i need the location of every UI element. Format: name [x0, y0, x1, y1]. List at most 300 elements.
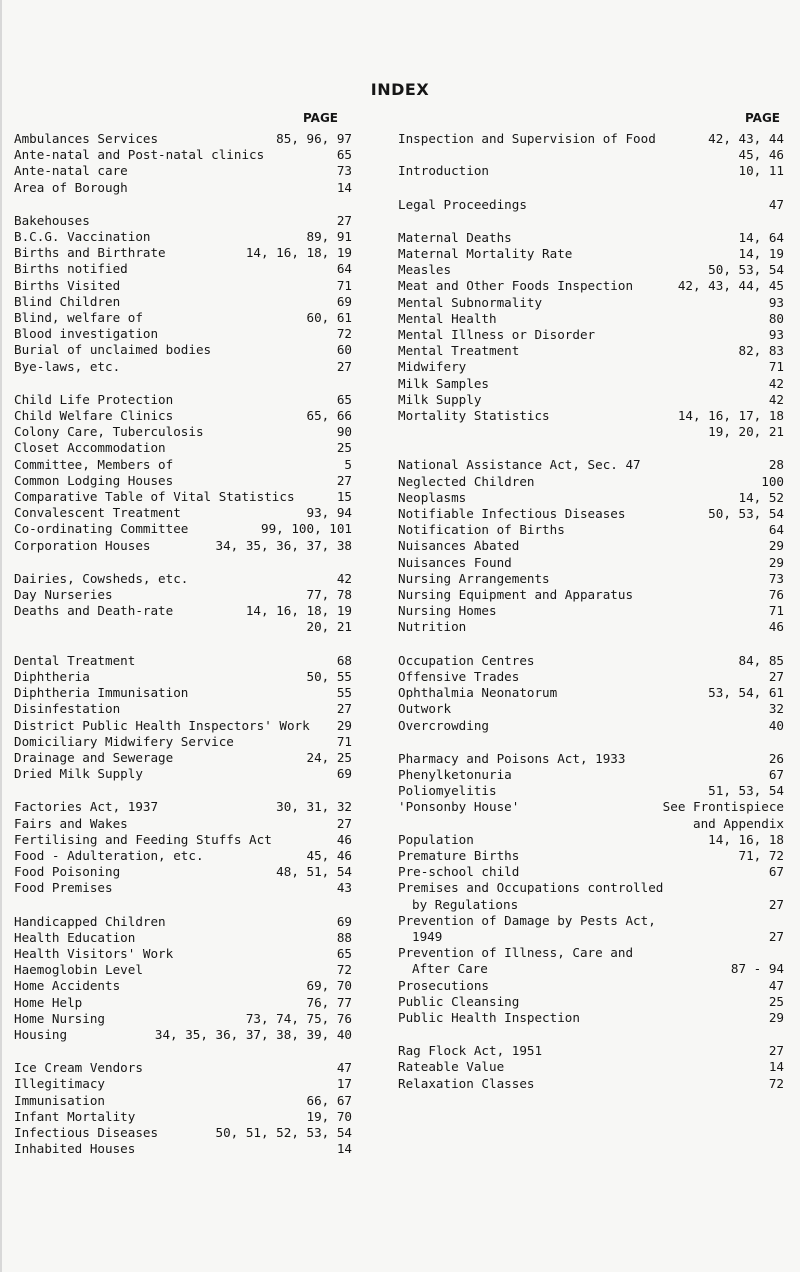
index-entry — [398, 538, 784, 554]
entry-pages: 73, 74, 75, 76 — [245, 1010, 352, 1026]
entry-label: Home Accidents — [14, 978, 121, 994]
entry-label: Mental Health — [398, 310, 497, 326]
entry-pages: 84, 85 — [738, 652, 784, 668]
entry-pages-continued: 45, 46 — [738, 147, 784, 163]
index-entry — [398, 1010, 784, 1026]
index-entry — [398, 490, 784, 506]
index-group — [14, 392, 352, 554]
entry-pages: 60 — [336, 342, 352, 358]
index-entry — [398, 880, 784, 896]
entry-label: Ophthalmia Neonatorum — [398, 685, 558, 701]
entry-label: Occupation Centres — [398, 652, 535, 668]
index-entry — [398, 1059, 784, 1075]
entry-pages: 28 — [768, 457, 784, 473]
entry-pages: 14 — [336, 179, 352, 195]
entry-pages — [778, 945, 784, 961]
index-entry — [14, 864, 352, 880]
index-entry — [398, 603, 784, 619]
index-entry — [14, 261, 352, 277]
entry-label: Blood investigation — [14, 326, 159, 342]
entry-pages: 27 — [336, 212, 352, 228]
page-heading-left: PAGE — [302, 111, 338, 125]
index-entry — [398, 555, 784, 571]
entry-label: Handicapped Children — [14, 913, 166, 929]
index-entry — [398, 163, 784, 179]
entry-label: District Public Health Inspectors' Work — [14, 717, 310, 733]
entry-pages: 53, 54, 61 — [708, 685, 784, 701]
entry-pages: 29 — [768, 1009, 784, 1025]
index-entry — [14, 538, 352, 554]
index-entry — [398, 929, 784, 945]
index-entry — [398, 230, 784, 246]
left-entry-groups — [14, 131, 352, 1157]
index-entry — [398, 961, 784, 977]
entry-label: Maternal Mortality Rate — [398, 246, 573, 262]
entry-label: Relaxation Classes — [398, 1075, 535, 1091]
entry-pages: 48, 51, 54 — [276, 864, 352, 880]
entry-label: Pharmacy and Poisons Act, 1933 — [398, 750, 626, 766]
entry-pages: 42 — [768, 375, 784, 391]
index-entry — [14, 294, 352, 310]
entry-pages: 47 — [336, 1060, 352, 1076]
entry-label: Notifiable Infectious Diseases — [398, 506, 626, 522]
index-entry — [14, 342, 352, 358]
entry-label: Rateable Value — [398, 1059, 505, 1075]
index-entry — [14, 457, 352, 473]
index-entry — [14, 1093, 352, 1109]
entry-pages: 71, 72 — [738, 847, 784, 863]
index-entry — [14, 424, 352, 440]
entry-label: Midwifery — [398, 359, 467, 375]
entry-pages: 71 — [768, 359, 784, 375]
index-entry — [14, 1060, 352, 1076]
entry-pages: 42 — [768, 391, 784, 407]
entry-label: Food Poisoning — [14, 864, 121, 880]
entry-label: Inhabited Houses — [14, 1141, 136, 1157]
entry-label: Rag Flock Act, 1951 — [398, 1043, 543, 1059]
index-entry — [398, 994, 784, 1010]
index-entry — [14, 131, 352, 147]
index-entry — [398, 392, 784, 408]
index-entry — [398, 1043, 784, 1059]
index-entry — [398, 751, 784, 767]
page-heading-right: PAGE — [744, 111, 780, 125]
index-entry — [14, 326, 352, 342]
entry-pages: 88 — [336, 929, 352, 945]
entry-pages: 19, 70 — [306, 1108, 352, 1124]
entry-label: Offensive Trades — [398, 668, 520, 684]
entry-label: Home Nursing — [14, 1010, 105, 1026]
entry-pages: 10, 11 — [738, 163, 784, 179]
entry-label: Poliomyelitis — [398, 783, 497, 799]
entry-pages: 27 — [336, 701, 352, 717]
index-entry — [398, 783, 784, 799]
entry-pages: 15 — [336, 489, 352, 505]
entry-label: Deaths and Death-rate — [14, 603, 174, 619]
entry-label: Prevention of Damage by Pests Act, — [398, 912, 656, 928]
entry-label: Child Life Protection — [14, 391, 174, 407]
index-entry — [398, 913, 784, 929]
index-entry — [14, 669, 352, 685]
entry-label: Drainage and Sewerage — [14, 749, 174, 765]
index-entry — [398, 197, 784, 213]
index-entry — [398, 343, 784, 359]
entry-label: Diphtheria Immunisation — [14, 685, 189, 701]
entry-pages: 29 — [336, 717, 352, 733]
entry-label: Committee, Members of — [14, 456, 174, 472]
entry-pages: 72 — [768, 1075, 784, 1091]
entry-label: Colony Care, Tuberculosis — [14, 424, 204, 440]
index-group — [398, 131, 784, 180]
entry-pages: 89, 91 — [306, 229, 352, 245]
index-group — [14, 653, 352, 783]
entry-label: Introduction — [398, 163, 489, 179]
entry-pages: 27 — [768, 668, 784, 684]
entry-pages: 73 — [336, 163, 352, 179]
entry-label: Births and Birthrate — [14, 245, 166, 261]
index-entry — [14, 310, 352, 326]
index-entry — [398, 864, 784, 880]
index-entry — [398, 685, 784, 701]
entry-pages: 77, 78 — [306, 587, 352, 603]
entry-label: Closet Accommodation — [14, 440, 166, 456]
entry-label: Nutrition — [398, 619, 467, 635]
entry-pages: 42 — [336, 570, 352, 586]
entry-label: Illegitimacy — [14, 1076, 105, 1092]
index-entry — [398, 587, 784, 603]
entry-pages: 27 — [336, 815, 352, 831]
entry-pages: 72 — [336, 326, 352, 342]
entry-label: Ice Cream Vendors — [14, 1060, 143, 1076]
entry-label: Co-ordinating Committee — [14, 521, 189, 537]
entry-label: Blind Children — [14, 293, 121, 309]
entry-label: Health Education — [14, 929, 136, 945]
entry-label: Public Health Inspection — [398, 1009, 580, 1025]
entry-label: Day Nurseries — [14, 587, 113, 603]
index-entry — [14, 587, 352, 603]
entry-pages: 87 - 94 — [730, 961, 784, 977]
index-group — [14, 799, 352, 896]
entry-pages: 90 — [336, 424, 352, 440]
index-group — [398, 751, 784, 1026]
entry-pages: 14 — [768, 1059, 784, 1075]
entry-label: Pre-school child — [398, 864, 520, 880]
entry-pages: 46 — [336, 831, 352, 847]
entry-pages: 55 — [336, 685, 352, 701]
entry-pages: 71 — [768, 603, 784, 619]
index-entry — [14, 147, 352, 163]
index-entry — [398, 571, 784, 587]
entry-label: Ante-natal care — [14, 163, 128, 179]
entry-label: Disinfestation — [14, 701, 121, 717]
index-entry — [398, 246, 784, 262]
entry-label: Dental Treatment — [14, 652, 136, 668]
index-group — [14, 131, 352, 196]
index-entry — [14, 995, 352, 1011]
entry-pages: 42, 43, 44 — [708, 131, 784, 146]
index-column-left — [14, 110, 352, 1174]
entry-pages: 93 — [768, 327, 784, 343]
index-entry — [398, 1076, 784, 1092]
index-entry — [14, 440, 352, 456]
entry-pages: 65, 66 — [306, 408, 352, 424]
index-group — [398, 457, 784, 635]
entry-pages-continued: 20, 21 — [306, 619, 352, 635]
entry-pages: 14 — [336, 1141, 352, 1157]
index-group — [398, 197, 784, 213]
entry-label: Milk Supply — [398, 391, 482, 407]
entry-pages: 47 — [768, 977, 784, 993]
right-entry-groups — [398, 131, 784, 1092]
index-entry — [398, 978, 784, 994]
entry-pages: 40 — [768, 717, 784, 733]
entry-label: Mental Treatment — [398, 343, 520, 359]
entry-label: Food - Adulteration, etc. — [14, 847, 204, 863]
entry-label: Ambulances Services — [14, 131, 159, 146]
index-group — [398, 230, 784, 441]
entry-pages: 93, 94 — [306, 505, 352, 521]
entry-label: Fertilising and Feeding Stuffs Act — [14, 831, 272, 847]
entry-label: by Regulations — [412, 896, 519, 912]
entry-pages: 69 — [336, 293, 352, 309]
index-entry — [14, 229, 352, 245]
index-entry — [14, 1141, 352, 1157]
entry-label: Area of Borough — [14, 179, 128, 195]
entry-pages: 72 — [336, 962, 352, 978]
entry-label: Notification of Births — [398, 522, 565, 538]
entry-pages: 29 — [768, 538, 784, 554]
index-entry — [14, 880, 352, 896]
index-entry — [14, 245, 352, 261]
entry-label: Neglected Children — [398, 473, 535, 489]
index-entry — [398, 767, 784, 783]
index-group — [14, 213, 352, 375]
entry-pages: 50, 51, 52, 53, 54 — [215, 1124, 352, 1140]
entry-label: Births Visited — [14, 277, 121, 293]
entry-label: Child Welfare Clinics — [14, 408, 174, 424]
index-entry — [14, 603, 352, 619]
entry-pages: 65 — [336, 147, 352, 163]
index-group — [14, 914, 352, 1044]
index-entry — [14, 1027, 352, 1043]
entry-pages: 17 — [336, 1076, 352, 1092]
index-entry — [398, 832, 784, 848]
index-entry — [14, 505, 352, 521]
entry-pages-continued: 19, 20, 21 — [708, 424, 784, 440]
index-entry — [14, 946, 352, 962]
entry-label: Burial of unclaimed bodies — [14, 342, 212, 358]
entry-pages: 27 — [768, 928, 784, 944]
index-entry — [14, 571, 352, 587]
entry-pages: 43 — [336, 880, 352, 896]
entry-label: Convalescent Treatment — [14, 505, 181, 521]
entry-label: Housing — [14, 1026, 68, 1042]
entry-label: Domiciliary Midwifery Service — [14, 733, 234, 749]
entry-pages: 50, 53, 54 — [708, 506, 784, 522]
entry-pages: 93 — [768, 294, 784, 310]
entry-pages: 99, 100, 101 — [261, 521, 352, 537]
entry-pages: 14, 64 — [738, 229, 784, 245]
entry-label: Phenylketonuria — [398, 766, 512, 782]
entry-pages-continued: and Appendix — [693, 815, 784, 831]
entry-label: Nuisances Abated — [398, 538, 520, 554]
index-entry — [398, 653, 784, 669]
entry-label: Prosecutions — [398, 977, 489, 993]
index-entry — [14, 930, 352, 946]
entry-pages: 14, 19 — [738, 246, 784, 262]
entry-pages: 14, 16, 18, 19 — [245, 245, 352, 261]
entry-label: Dried Milk Supply — [14, 766, 143, 782]
entry-label: Maternal Deaths — [398, 229, 512, 245]
index-entry — [14, 962, 352, 978]
entry-label: Bye-laws, etc. — [14, 358, 121, 374]
index-group — [14, 571, 352, 636]
entry-label: Measles — [398, 262, 452, 278]
index-entry — [398, 848, 784, 864]
index-entry — [398, 669, 784, 685]
entry-pages: 80 — [768, 310, 784, 326]
index-group — [14, 1060, 352, 1157]
entry-pages: 14, 16, 18, 19 — [245, 603, 352, 619]
entry-pages: 14, 16, 17, 18 — [677, 408, 784, 424]
entry-pages: 76 — [768, 587, 784, 603]
index-entry — [14, 163, 352, 179]
index-entry — [398, 311, 784, 327]
index-entry — [398, 522, 784, 538]
entry-label: Health Visitors' Work — [14, 945, 174, 961]
index-entry — [398, 474, 784, 490]
index-entry — [14, 701, 352, 717]
entry-pages: 68 — [336, 652, 352, 668]
index-entry — [398, 131, 784, 147]
entry-pages: 24, 25 — [306, 749, 352, 765]
entry-label: Food Premises — [14, 880, 113, 896]
entry-pages: 30, 31, 32 — [276, 799, 352, 815]
index-entry — [14, 1076, 352, 1092]
entry-label: Common Lodging Houses — [14, 472, 174, 488]
entry-label: Nursing Homes — [398, 603, 497, 619]
entry-label: Home Help — [14, 994, 83, 1010]
entry-pages: 34, 35, 36, 37, 38 — [215, 537, 352, 553]
entry-pages: 27 — [336, 472, 352, 488]
index-entry — [14, 278, 352, 294]
index-entry — [398, 718, 784, 734]
index-entry — [14, 1125, 352, 1141]
entry-label: Mortality Statistics — [398, 408, 550, 424]
index-entry — [398, 619, 784, 635]
entry-label: 'Ponsonby House' — [398, 799, 520, 815]
index-entry — [398, 457, 784, 473]
entry-label: Overcrowding — [398, 717, 489, 733]
entry-label: 1949 — [412, 928, 443, 944]
entry-pages: 50, 55 — [306, 668, 352, 684]
index-entry — [14, 750, 352, 766]
entry-label: Nursing Equipment and Apparatus — [398, 587, 634, 603]
entry-label: Meat and Other Foods Inspection — [398, 278, 634, 294]
index-entry — [14, 685, 352, 701]
entry-label: Infant Mortality — [14, 1108, 136, 1124]
index-entry — [14, 359, 352, 375]
entry-pages: 69, 70 — [306, 978, 352, 994]
entry-pages: 14, 16, 18 — [708, 831, 784, 847]
index-entry — [14, 489, 352, 505]
page-edge — [0, 0, 2, 1272]
entry-label: Infectious Diseases — [14, 1124, 159, 1140]
index-group — [398, 653, 784, 734]
index-entry — [14, 213, 352, 229]
index-entry — [398, 278, 784, 294]
entry-label: Population — [398, 831, 474, 847]
entry-pages: 51, 53, 54 — [708, 783, 784, 799]
entry-label: Milk Samples — [398, 375, 489, 391]
entry-label: National Assistance Act, Sec. 47 — [398, 457, 641, 473]
entry-label: Premises and Occupations controlled — [398, 880, 664, 896]
index-entry — [14, 718, 352, 734]
entry-pages — [778, 913, 784, 929]
index-entry — [14, 816, 352, 832]
entry-label: Nursing Arrangements — [398, 570, 550, 586]
entry-pages: 32 — [768, 701, 784, 717]
entry-label: Corporation Houses — [14, 537, 151, 553]
entry-label: Births notified — [14, 261, 128, 277]
entry-label: Public Cleansing — [398, 993, 520, 1009]
entry-pages: 73 — [768, 570, 784, 586]
index-entry — [14, 914, 352, 930]
entry-pages: 65 — [336, 391, 352, 407]
entry-pages: 47 — [768, 196, 784, 212]
index-entry — [14, 848, 352, 864]
entry-pages: 71 — [336, 277, 352, 293]
entry-pages — [778, 880, 784, 896]
entry-label: Blind, welfare of — [14, 310, 143, 326]
index-entry — [398, 799, 784, 815]
index-entry — [14, 766, 352, 782]
entry-pages: 65 — [336, 945, 352, 961]
index-entry — [14, 521, 352, 537]
index-entry — [14, 832, 352, 848]
entry-pages: 69 — [336, 766, 352, 782]
entry-label: After Care — [412, 961, 488, 977]
index-entry — [398, 408, 784, 424]
entry-pages: 71 — [336, 733, 352, 749]
index-entry — [14, 653, 352, 669]
entry-pages: 26 — [768, 750, 784, 766]
entry-label: Nuisances Found — [398, 554, 512, 570]
index-entry — [398, 295, 784, 311]
entry-pages: See Frontispiece — [662, 799, 784, 815]
entry-pages: 27 — [768, 896, 784, 912]
entry-pages: 82, 83 — [738, 343, 784, 359]
index-entry — [14, 799, 352, 815]
entry-label: Factories Act, 1937 — [14, 799, 159, 815]
index-title: INDEX — [370, 80, 430, 99]
entry-pages: 69 — [336, 913, 352, 929]
entry-label: Haemoglobin Level — [14, 962, 143, 978]
index-entry — [14, 473, 352, 489]
entry-pages: 66, 67 — [306, 1092, 352, 1108]
entry-pages: 25 — [768, 993, 784, 1009]
entry-pages: 25 — [336, 440, 352, 456]
entry-label: Ante-natal and Post-natal clinics — [14, 147, 265, 163]
entry-pages: 60, 61 — [306, 310, 352, 326]
entry-pages: 29 — [768, 554, 784, 570]
entry-label: Prevention of Illness, Care and — [398, 945, 634, 961]
entry-label: Dairies, Cowsheds, etc. — [14, 570, 189, 586]
index-entry — [14, 180, 352, 196]
entry-pages: 34, 35, 36, 37, 38, 39, 40 — [154, 1026, 352, 1042]
entry-pages: 64 — [336, 261, 352, 277]
entry-label: Bakehouses — [14, 212, 90, 228]
